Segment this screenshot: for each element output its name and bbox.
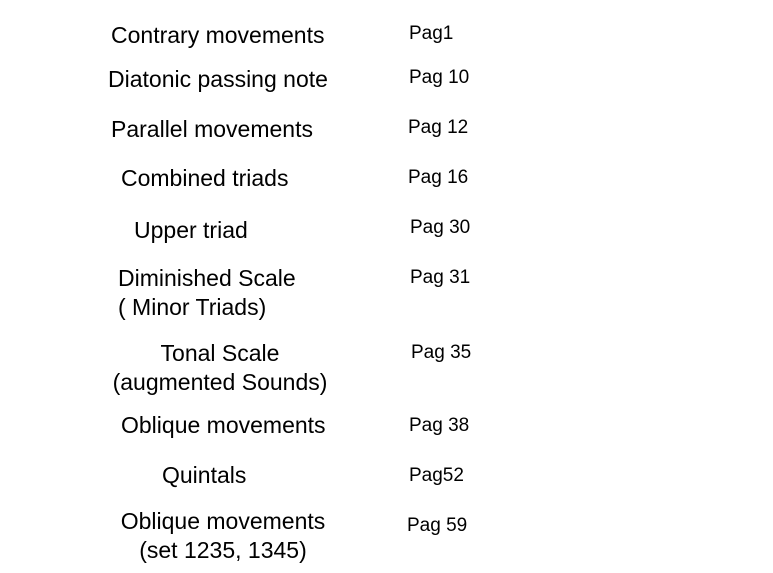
toc-entry-page: Pag 12: [408, 117, 469, 138]
toc-entry-title: Diatonic passing note: [108, 66, 328, 92]
toc-entry-title: Combined triads: [121, 165, 289, 191]
toc-entry-page: Pag 35: [411, 342, 472, 363]
toc-entry-subtitle: ( Minor Triads): [118, 294, 267, 320]
toc-entry-subtitle: (augmented Sounds): [112, 369, 328, 395]
toc-entry-title: Tonal Scale: [160, 340, 280, 366]
toc-entry-title: Diminished Scale: [118, 265, 296, 291]
toc-entry-page: Pag 38: [409, 415, 470, 436]
toc-entry-page: Pag 16: [408, 167, 469, 188]
toc-entry-title: Oblique movements: [120, 508, 326, 534]
toc-entry-page: Pag1: [409, 23, 454, 44]
toc-entry-title: Upper triad: [134, 217, 248, 243]
toc-entry-title: Parallel movements: [111, 116, 313, 142]
toc-entry-title: Oblique movements: [121, 412, 326, 438]
toc-entry-title: Quintals: [162, 462, 247, 488]
toc-entry-page: Pag 10: [409, 67, 470, 88]
toc-entry-page: Pag 31: [410, 267, 471, 288]
toc-entry-page: Pag 59: [407, 515, 468, 536]
toc-entry-title: Contrary movements: [111, 22, 325, 48]
toc-entry-page: Pag 30: [410, 217, 471, 238]
toc-entry-page: Pag52: [409, 465, 464, 486]
toc-entry-subtitle: (set 1235, 1345): [139, 537, 307, 563]
